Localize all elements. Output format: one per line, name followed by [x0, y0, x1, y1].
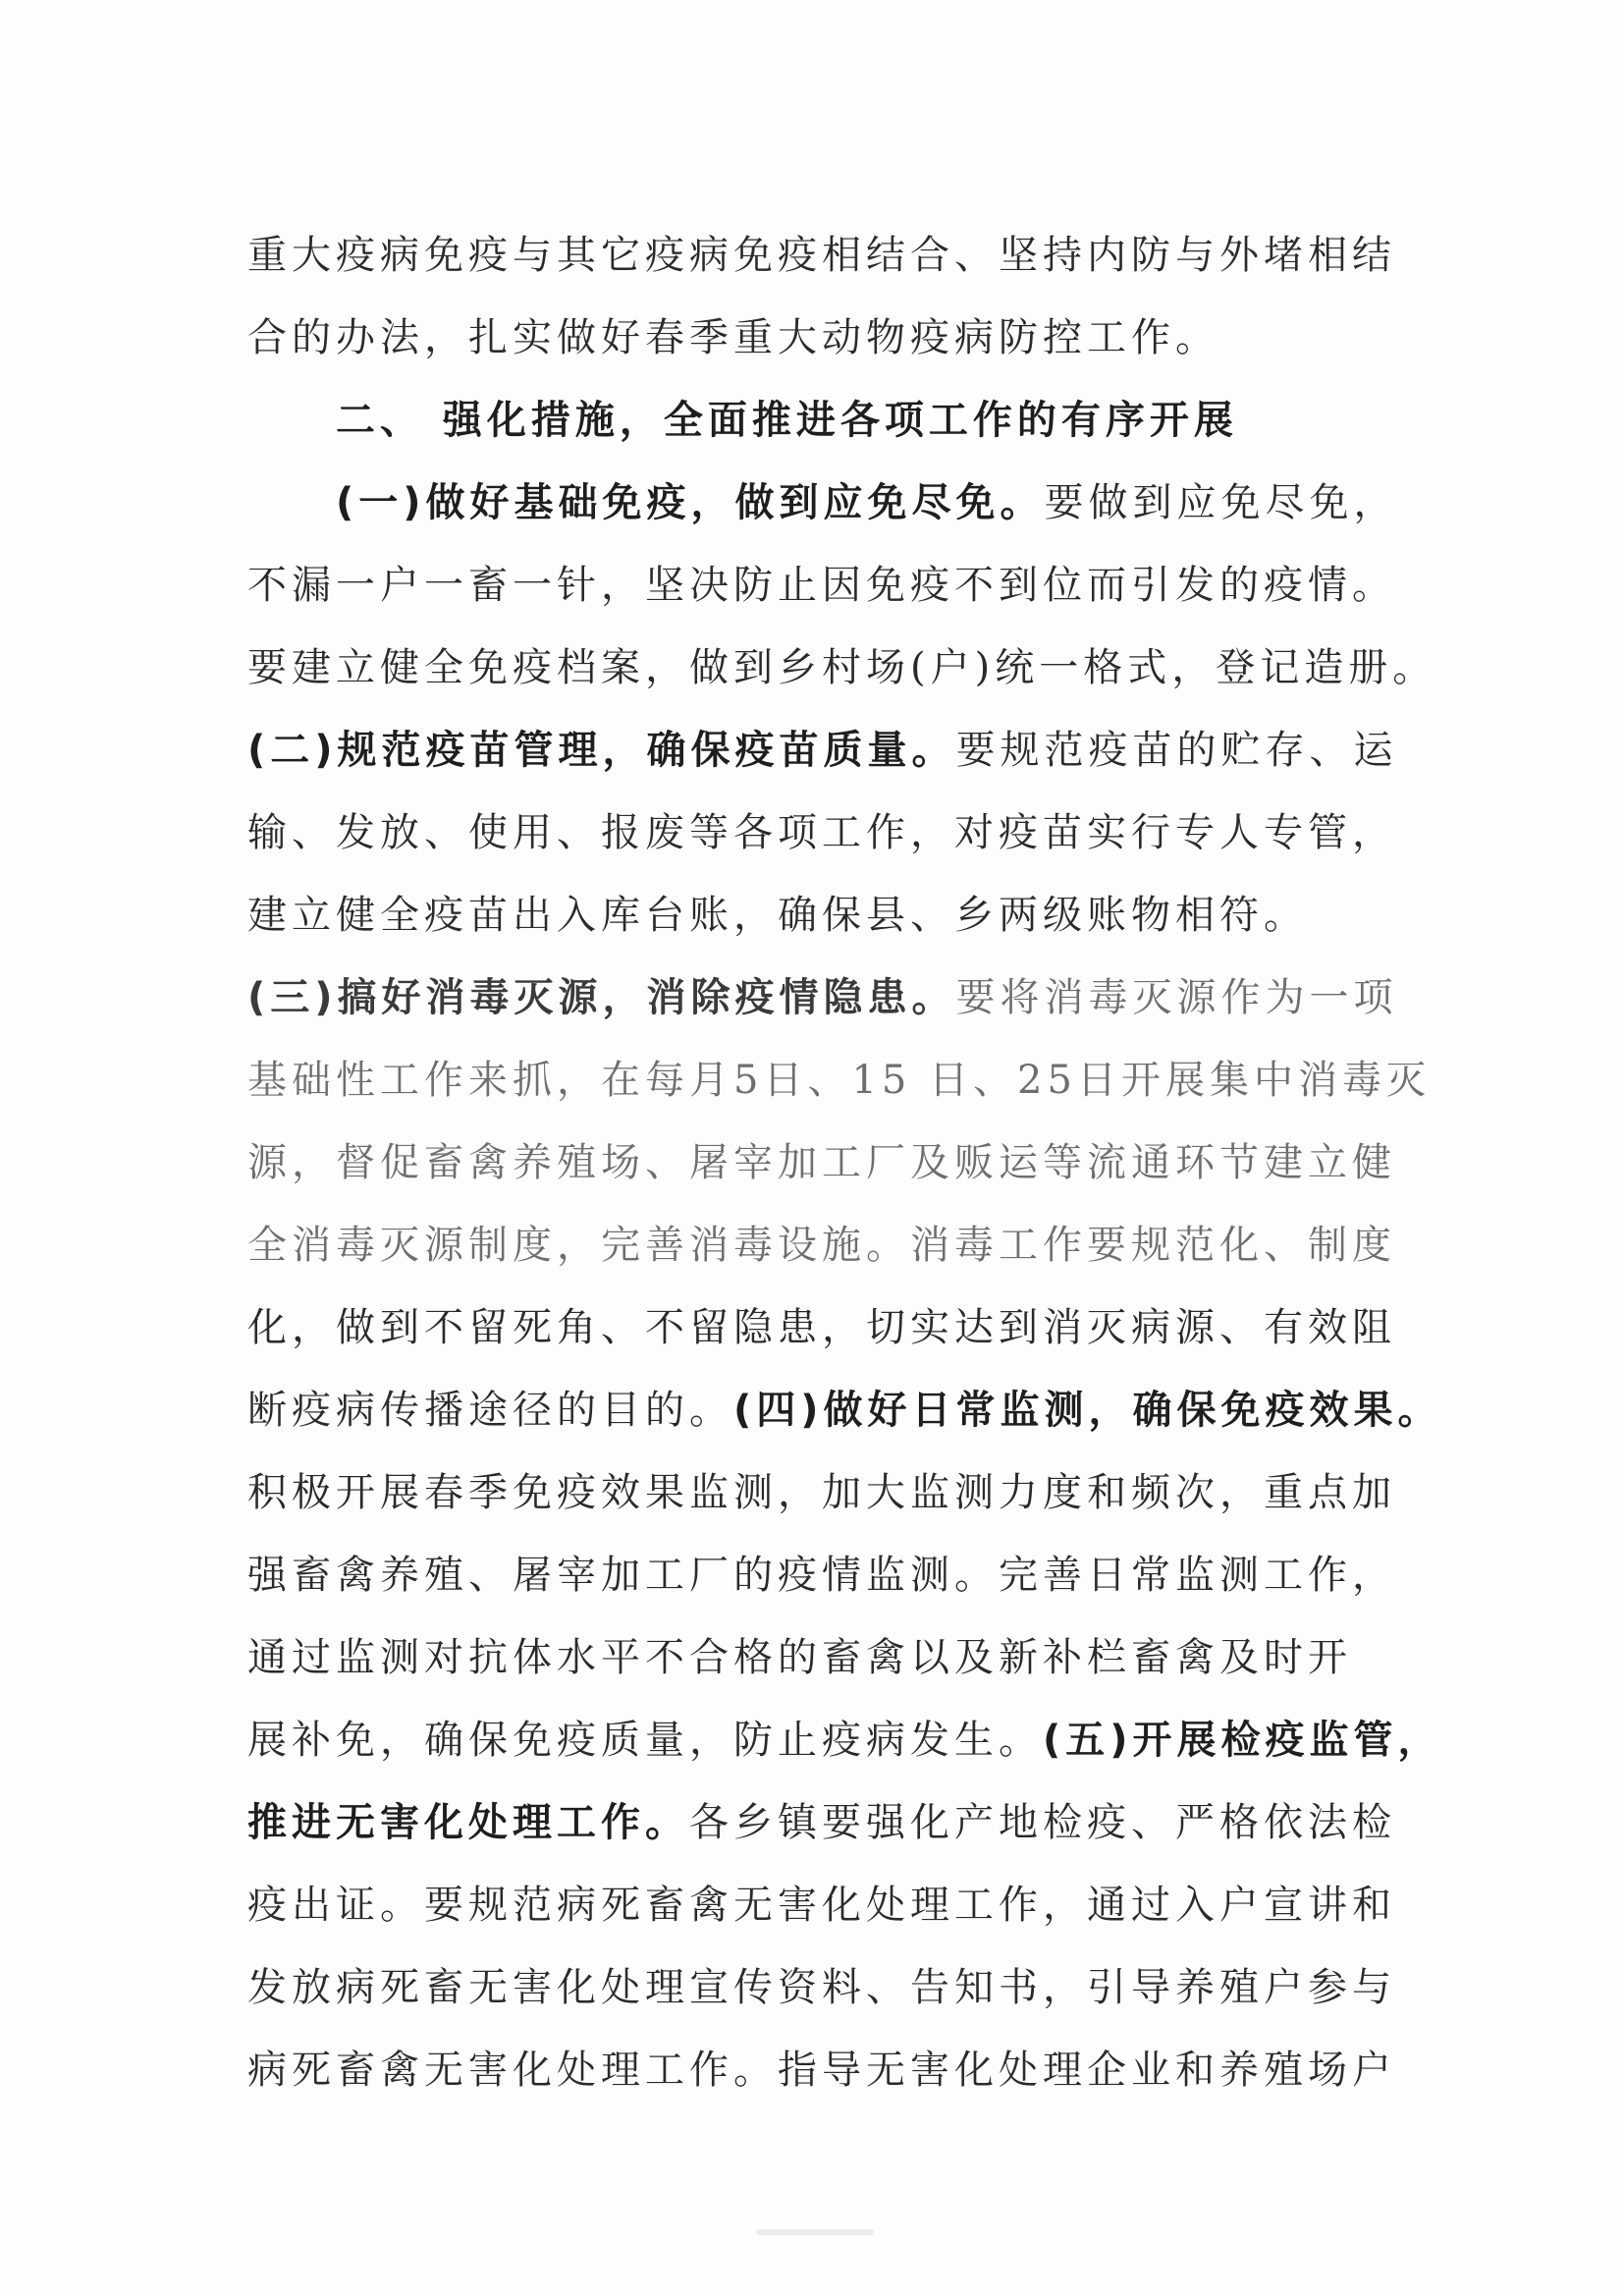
line-text: 化，做到不留死角、不留隐患，切实达到消灭病源、有效阻 — [247, 1305, 1396, 1350]
body-line-23 — [247, 2029, 1396, 2111]
line-text: 要做到应免尽免， — [1044, 480, 1398, 525]
body-line-6 — [247, 627, 1437, 709]
subsection-3-line — [247, 957, 1396, 1039]
subsection-5-line — [247, 1699, 1442, 1781]
body-line-8 — [247, 792, 1396, 874]
line-text: 源，督促畜禽养殖场、屠宰加工厂及贩运等流通环节建立健 — [247, 1140, 1396, 1185]
line-text: 全消毒灭源制度，完善消毒设施。消毒工作要规范化、制度 — [247, 1223, 1396, 1268]
scan-smudge — [756, 2229, 874, 2235]
body-line-5 — [247, 544, 1396, 627]
line-text: 强畜禽养殖、屠宰加工厂的疫情监测。完善日常监测工作， — [247, 1553, 1396, 1598]
body-line-16 — [247, 1451, 1396, 1534]
line-text: 重大疫病免疫与其它疫病免疫相结合、坚持内防与外堵相结 — [247, 233, 1396, 278]
subsection-1-title: (一)做好基础免疫，做到应免尽免。 — [336, 480, 1045, 525]
body-line-21 — [247, 1864, 1396, 1946]
subsection-2-title: (二)规范疫苗管理，确保疫苗质量。 — [247, 728, 956, 773]
line-text: 不漏一户一畜一针，坚决防止因免疫不到位而引发的疫情。 — [247, 563, 1396, 608]
body-line-9 — [247, 874, 1396, 957]
subsection-4-line — [247, 1369, 1442, 1451]
section-heading-text: 二、 强化措施，全面推进各项工作的有序开展 — [336, 398, 1238, 443]
line-text: 合的办法，扎实做好春季重大动物疫病防控工作。 — [247, 315, 1219, 360]
line-text: 发放病死畜无害化处理宣传资料、告知书，引导养殖户参与 — [247, 1965, 1396, 2010]
line-text: 基础性工作来抓，在每月5日、15 日、25日开展集中消毒灭 — [247, 1058, 1431, 1103]
line-text: 病死畜禽无害化处理工作。指导无害化处理企业和养殖场户 — [247, 2048, 1396, 2093]
body-line-1 — [247, 214, 1396, 297]
line-text: 要将消毒灭源作为一项 — [955, 975, 1398, 1020]
line-text: 通过监测对抗体水平不合格的畜禽以及新补栏畜禽及时开 — [247, 1635, 1352, 1680]
section-heading — [247, 379, 1396, 462]
line-text: 要规范疫苗的贮存、运 — [955, 728, 1398, 773]
line-text: 疫出证。要规范病死畜禽无害化处理工作，通过入户宣讲和 — [247, 1883, 1396, 1928]
body-line-12 — [247, 1121, 1396, 1204]
line-text: 积极开展春季免疫效果监测，加大监测力度和频次，重点加 — [247, 1470, 1396, 1515]
body-line-22 — [247, 1946, 1396, 2029]
subsection-5-title-cont-line — [247, 1781, 1396, 1864]
line-text: 展补免，确保免疫质量，防止疫病发生。 — [247, 1718, 1043, 1763]
subsection-4-title: (四)做好日常监测，确保免疫效果。 — [733, 1388, 1442, 1433]
body-line-17 — [247, 1534, 1396, 1616]
subsection-1-line — [247, 462, 1396, 544]
subsection-5-title-cont: 推进无害化处理工作。 — [247, 1800, 689, 1845]
line-text: 输、发放、使用、报废等各项工作，对疫苗实行专人专管， — [247, 810, 1396, 855]
body-line-13 — [247, 1204, 1396, 1286]
body-line-14 — [247, 1286, 1396, 1369]
subsection-5-title: (五)开展检疫监管， — [1043, 1718, 1442, 1763]
body-line-18 — [247, 1616, 1396, 1699]
line-text: 断疫病传播途径的目的。 — [247, 1388, 733, 1433]
body-line-11 — [247, 1039, 1431, 1121]
subsection-2-line — [247, 709, 1396, 792]
line-text: 各乡镇要强化产地检疫、严格依法检 — [689, 1800, 1396, 1845]
line-text: 要建立健全免疫档案，做到乡村场(户)统一格式，登记造册。 — [247, 645, 1437, 690]
body-line-2 — [247, 297, 1396, 379]
line-text: 建立健全疫苗出入库台账，确保县、乡两级账物相符。 — [247, 893, 1308, 938]
document-body — [247, 214, 1442, 2111]
subsection-3-title: (三)搞好消毒灭源，消除疫情隐患。 — [247, 975, 956, 1020]
